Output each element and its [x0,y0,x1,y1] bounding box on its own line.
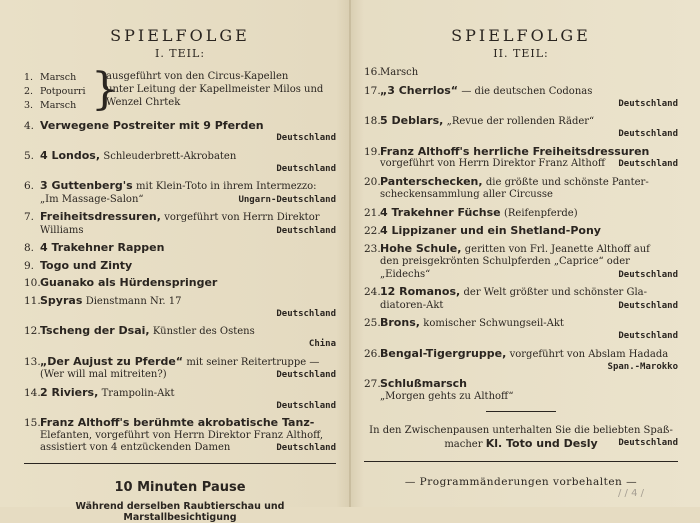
nation-label: Deutschland [618,331,678,341]
program-item: 1. Marsch [24,72,77,83]
divider [364,461,678,462]
nation-label: Deutschland [618,98,678,109]
clown-names: Kl. Toto und Desly [485,437,598,450]
nation-label: Deutschland [276,225,336,236]
nation-label: Span.-Marokko [607,361,678,372]
item-number: 19. [364,145,381,158]
act-name: „3 Cherrlos“ [380,83,459,97]
program-item: 3. Marsch [24,100,77,111]
act-description: geritten von Frl. Jeanette Althoff auf [464,243,650,255]
act-name: Hohe Schule, [380,241,462,255]
act-description: mit seiner Reitertruppe — [186,356,320,368]
act-description-continued: diatoren-Akt Deutschland [380,299,678,311]
act-description: „Revue der rollenden Räder“ [446,116,595,127]
act-description: — die deutschen Codonas [461,85,593,97]
act-description-continued: assistiert von 4 entzückenden Damen Deutschland [40,442,336,453]
program-item [24,180,336,206]
program-item [24,277,336,290]
nation-label: Deutschland [276,308,336,319]
act-description-continued: den preisgekrönten Schulpferden „Caprice“ oder „Eidechs“ Deutschland [380,256,678,280]
pencil-mark: / / 4 / [618,488,645,499]
right-subtitle: II. TEIL: [493,47,549,60]
act-name: 4 Londos, [40,148,101,162]
act-description: Marsch [380,67,419,78]
program-item [24,356,336,382]
act-name: Franz Althoff's berühmte akrobatische Tanz- [40,416,315,429]
act-description-continued: Williams Deutschland [40,224,336,236]
right-page [364,0,678,507]
act-description: (Reifenpferde) [503,207,578,219]
nation-label: Deutschland [618,159,678,169]
opening-music-group [24,64,336,116]
act-name: Brons, [380,316,420,329]
program-item [364,176,678,202]
act-name: 4 Trakehner Füchse [380,205,501,219]
program-item [364,207,678,221]
item-number: 18. [364,115,381,127]
act-name: Verwegene Postreiter mit 9 Pferden [40,119,264,132]
program-item [364,146,678,171]
act-name: Schlußmarsch [380,377,467,390]
program-item [364,286,678,312]
program-item [364,66,678,80]
item-number: 26. [364,347,381,360]
act-description-continued: Elefanten, vorgeführt von Herrn Direktor Franz Althoff, [40,429,324,441]
program-item [24,150,336,176]
program-item [24,211,336,237]
act-description: mit Klein-Toto in ihrem Intermezzo: [136,181,317,192]
act-name: 4 Lippizaner und ein Shetland-Pony [380,224,601,237]
nation-label: Deutschland [618,129,678,139]
act-name: 5 Deblars, [380,114,444,127]
act-name: Franz Althoff's herrliche Freiheitsdressuren [380,144,650,158]
act-name: Spyras [40,293,83,307]
act-description: Trampolin-Akt [101,387,175,399]
left-subtitle: I. TEIL: [154,47,206,60]
act-name: 3 Guttenberg's [40,179,133,192]
program-item [364,317,678,343]
item-number: 16. [364,66,381,78]
item-number: 13. [24,355,41,368]
nation-label: Deutschland [618,300,678,311]
act-description-continued: scheckensammlung aller Circusse [380,189,553,200]
act-name: Panterschecken, [380,174,483,188]
group-description: ausgeführt von den Circus-Kapellen unter Leitung der Kapellmeister Milos und Wenzel Chrtek [106,71,324,108]
item-number: 12. [24,325,41,337]
act-name: Guanako als Hürdenspringer [40,276,218,289]
item-number: 14. [24,386,41,399]
program-item [364,225,678,238]
item-number: 5. [24,149,35,162]
right-title: SPIELFOLGE [451,26,591,45]
brace-glyph: } [91,64,119,115]
act-description-continued: (Wer will mal mitreiten?) Deutschland [40,369,336,380]
act-description: vorgeführt von Herrn Direktor [164,212,320,223]
page-fold [349,0,351,507]
nation-label: Ungarn-Deutschland [238,194,336,205]
program-item [24,242,336,255]
nation-label: Deutschland [276,400,336,411]
act-name: Togo und Zinty [40,258,133,272]
program-item: 2. Potpourri [24,86,86,97]
item-number: 8. [24,242,35,254]
item-number: 15. [24,417,41,429]
act-description: Dienstmann Nr. 17 [85,295,182,307]
nation-label: China [308,339,336,349]
act-description: der Welt größter und schönster Gla- [463,287,647,298]
item-number: 24. [364,286,381,298]
item-number: 10. [24,277,41,289]
act-name: 2 Riviers, [40,385,99,399]
act-description: vorgeführt von Abslam Hadada [509,348,669,360]
divider [24,463,336,464]
item-number: 20. [364,175,381,188]
act-name: 4 Trakehner Rappen [40,241,165,254]
item-number: 4. [24,120,35,132]
nation-label: Deutschland [276,133,336,143]
item-number: 25. [364,317,381,329]
program-item [24,387,336,413]
footer-note: — Programmänderungen vorbehalten — [404,476,638,488]
program-item [364,85,678,111]
short-divider [486,411,556,412]
program-item [364,378,678,403]
program-item [364,348,678,374]
program-item [24,325,336,351]
item-number: 27. [364,378,381,390]
program-item [364,243,678,282]
item-number: 11. [24,294,41,307]
nation-label: Deutschland [276,163,336,174]
act-description: die größte und schönste Panter- [485,176,649,188]
nation-label: Deutschland [276,443,336,453]
nation-label: Deutschland [618,438,678,448]
nation-label: Deutschland [618,269,678,280]
pause-title: 10 Minuten Pause [114,479,246,495]
act-description: Künstler des Ostens [152,326,255,337]
item-number: 23. [364,242,381,255]
left-page [24,0,336,523]
item-number: 6. [24,180,35,192]
item-number: 17. [364,84,381,97]
item-number: 9. [24,259,35,272]
item-number: 22. [364,225,381,237]
act-description: Schleuderbrett-Akrobaten [103,150,237,162]
interlude-note: In den Zwischenpausen unterhalten Sie die beliebten Spaß- macher Kl. Toto und Desly Deutschland [369,425,678,450]
act-name: „Der Aujust zu Pferde“ [40,354,184,368]
act-name: Freiheitsdressuren, [40,210,161,223]
act-name: 12 Romanos, [380,285,461,298]
item-number: 7. [24,211,35,223]
program-item [24,260,336,273]
act-description: komischer Schwungseil-Akt [423,318,564,329]
left-title: SPIELFOLGE [110,26,250,45]
act-description-continued: „Morgen gehts zu Althoff“ [380,390,514,402]
nation-label: Deutschland [276,370,336,380]
act-name: Tscheng der Dsai, [40,324,150,337]
program-item [24,120,336,145]
program-item [24,417,336,455]
right-program-list [364,66,678,403]
act-name: Bengal-Tigergruppe, [380,346,507,360]
act-description-continued: „Im Massage-Salon“ Ungarn-Deutschland [40,193,336,205]
item-number: 21. [364,206,381,219]
left-program-list [24,120,336,455]
pause-subtitle: Während derselben Raubtierschau und Marstallbesichtigung [75,500,285,523]
program-item [364,115,678,141]
act-description-continued: vorgeführt von Herrn Direktor Franz Althoff Deutschland [380,158,678,169]
program-item [24,295,336,321]
